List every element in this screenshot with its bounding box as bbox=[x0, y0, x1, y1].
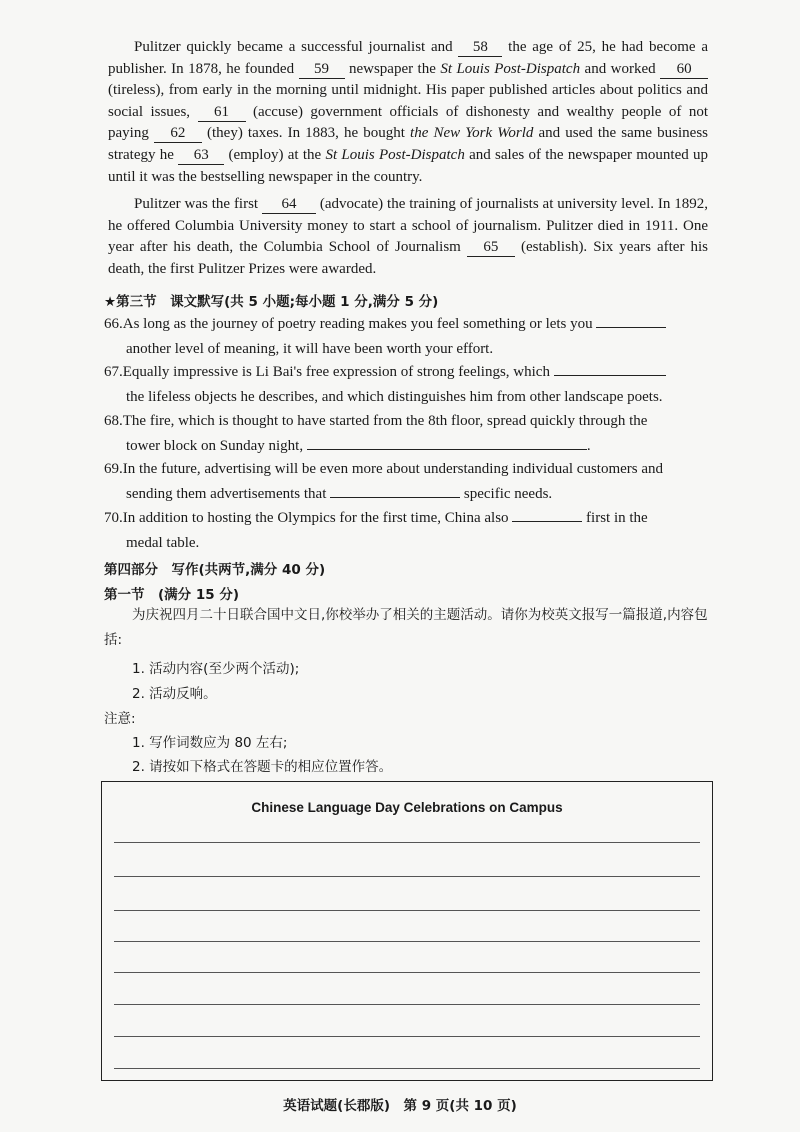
writing-line[interactable] bbox=[114, 842, 700, 843]
writing-line[interactable] bbox=[114, 1068, 700, 1069]
question-66: 66.As long as the journey of poetry reading makes you feel something or lets you another level of meaning, it will have been worth your effort. bbox=[104, 312, 710, 361]
answer-line-68[interactable] bbox=[307, 435, 587, 450]
blank-59: 59 bbox=[299, 61, 345, 79]
part-4-heading: 第四部分 写作(共两节,满分 40 分) bbox=[104, 562, 326, 578]
blank-62: 62 bbox=[154, 125, 202, 143]
blank-63: 63 bbox=[178, 147, 224, 165]
writing-prompt: 为庆祝四月二十日联合国中文日,你校举办了相关的主题活动。请你为校英文报写一篇报道,内容包括: bbox=[104, 607, 708, 648]
note-item-1: 1. 写作词数应为 80 左右; bbox=[132, 735, 288, 751]
blank-65: 65 bbox=[467, 239, 515, 257]
answer-line-67[interactable] bbox=[554, 361, 666, 376]
section-3-heading: ★第三节 课文默写(共 5 小题;每小题 1 分,满分 5 分) bbox=[104, 294, 439, 310]
answer-box bbox=[101, 781, 713, 1081]
writing-line[interactable] bbox=[114, 1004, 700, 1005]
note-item-2: 2. 请按如下格式在答题卡的相应位置作答。 bbox=[132, 759, 393, 775]
page-footer: 英语试题(长郡版) 第 9 页(共 10 页) bbox=[283, 1098, 517, 1114]
answer-line-66[interactable] bbox=[596, 313, 666, 328]
answer-box-title: Chinese Language Day Celebrations on Campus bbox=[251, 800, 563, 815]
blank-58: 58 bbox=[458, 39, 502, 57]
question-70: 70.In addition to hosting the Olympics for the first time, China also first in the medal table. bbox=[104, 506, 710, 555]
blank-60: 60 bbox=[660, 61, 708, 79]
writing-line[interactable] bbox=[114, 876, 700, 877]
writing-line[interactable] bbox=[114, 1036, 700, 1037]
answer-line-70[interactable] bbox=[512, 507, 582, 522]
blank-64: 64 bbox=[262, 196, 316, 214]
blank-61: 61 bbox=[198, 104, 246, 122]
question-69: 69.In the future, advertising will be even more about understanding individual customers and sending them advertisements that specific needs. bbox=[104, 461, 664, 502]
note-label: 注意: bbox=[104, 711, 136, 727]
section-1-heading: 第一节 (满分 15 分) bbox=[104, 587, 240, 603]
writing-line[interactable] bbox=[114, 910, 700, 911]
writing-line[interactable] bbox=[114, 941, 700, 942]
question-68: 68.The fire, which is thought to have started from the 8th floor, spread quickly through the tower block on Sunday night, . bbox=[104, 413, 648, 454]
passage-paragraph-1: Pulitzer quickly became a successful journalist and 58 the age of 25, he had become a publisher. In 1878, he founded 59 newspaper the St Louis Post-Dispatch and worked 60 (tireless), from early in the morning until midnight. His paper published articles about politics and social issues, 61 (accuse) government officials of dishonesty and wealthy people of not paying 62 (they) taxes. In 1883, he bought the New York World and used the same business strategy he 63 (employ) at the St Louis Post-Dispatch and sales of the newspaper mounted up until it was the bestselling newspaper in the country. bbox=[108, 39, 709, 185]
writing-line[interactable] bbox=[114, 972, 700, 973]
prompt-item-1: 1. 活动内容(至少两个活动); bbox=[132, 661, 300, 677]
question-67: 67.Equally impressive is Li Bai's free expression of strong feelings, which the lifeless objects he describes, and which distinguishes him from other landscape poets. bbox=[104, 360, 710, 409]
prompt-item-2: 2. 活动反响。 bbox=[132, 686, 217, 702]
passage-paragraph-2: Pulitzer was the first 64 (advocate) the training of journalists at university level. In 1892, he offered Columbia University money to start a school of journalism. Pulitzer died in 1911. One year after his death, the Columbia School of Journalism 65 (establish). Six years after his death, the first Pulitzer Prizes were awarded. bbox=[108, 196, 709, 277]
answer-line-69[interactable] bbox=[330, 483, 460, 498]
